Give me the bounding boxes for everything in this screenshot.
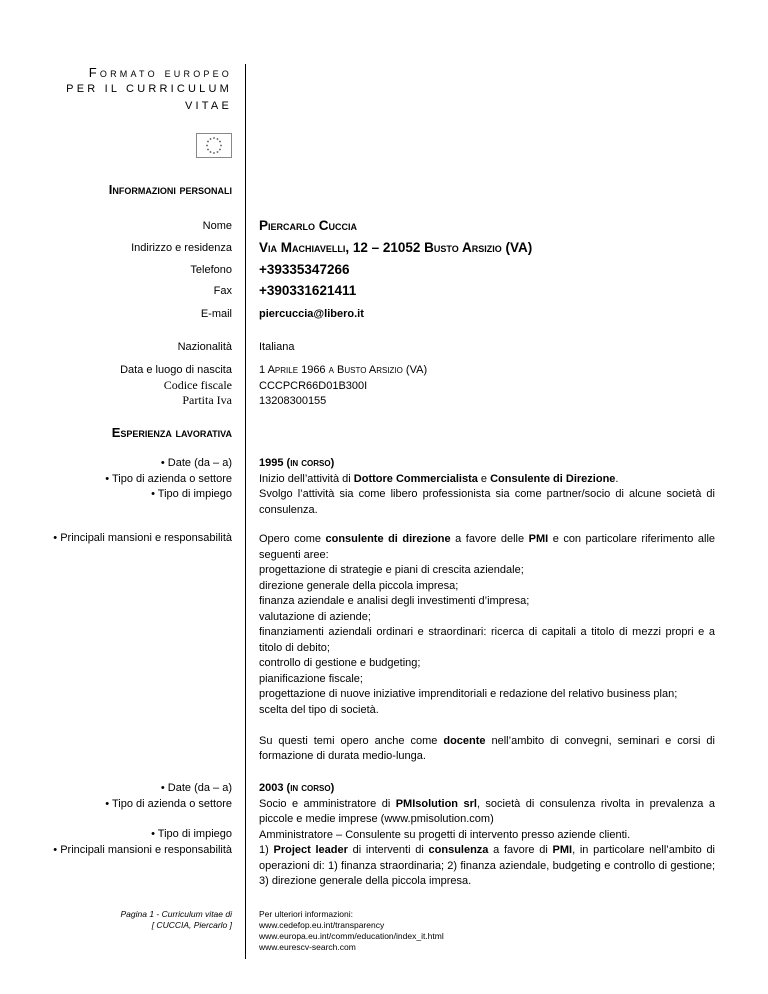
job1-dates — [259, 456, 715, 472]
text-bold: PMI — [552, 844, 573, 856]
footer-link[interactable]: www.eurescv-search.com — [259, 942, 356, 952]
address-label: Indirizzo e residenza — [131, 242, 232, 254]
text-bold: consulenza — [428, 844, 489, 856]
footer-link[interactable]: www.cedefop.eu.int/transparency — [259, 920, 385, 930]
list-item: valutazione di aziende; — [259, 610, 371, 623]
list-item: scelta del tipo di società. — [259, 703, 379, 716]
name-label: Nome — [202, 220, 232, 232]
vertical-divider — [245, 64, 246, 959]
vat-value: 13208300155 — [259, 395, 327, 407]
nationality-label: Nazionalità — [177, 341, 232, 353]
job2-company — [259, 797, 715, 828]
text: 1) — [259, 844, 274, 856]
email-value: piercuccia@libero.it — [259, 308, 364, 320]
text-bold: Consulente di Direzione — [490, 472, 616, 485]
job2-dates — [259, 781, 715, 797]
list-item: controllo di gestione e budgeting; — [259, 657, 421, 669]
text: Opero come — [259, 533, 326, 545]
section-title: Esperienza lavorativa — [111, 425, 232, 440]
eu-flag-icon — [196, 133, 232, 158]
job2-labels-2 — [53, 827, 232, 858]
footer-left-line: Pagina 1 - Curriculum vitae di — [120, 909, 232, 919]
list-item: pianificazione fiscale; — [259, 672, 363, 685]
text: Socio e amministratore di — [259, 797, 396, 810]
job1-position: Svolgo l’attività sia come libero professionista sia come partner/socio di alcune società di consulenza. — [259, 488, 715, 516]
job2-content — [259, 781, 715, 890]
text-bold: Dottore Commercialista — [353, 472, 478, 485]
footer-info-text: Per ulteriori informazioni: — [259, 909, 354, 919]
text: e — [477, 472, 491, 485]
job1-teaching — [259, 734, 715, 765]
birth-label: Data e luogo di nascita — [120, 364, 232, 376]
job1-status: (in corso) — [286, 457, 335, 469]
section-personal-info — [109, 182, 232, 197]
job1-duties-intro — [259, 532, 715, 563]
dates-label: • Date (da – a) — [160, 782, 232, 794]
title-line-1: Formato europeo — [88, 65, 232, 80]
text-bold: consulente di direzione — [325, 533, 451, 545]
position-label: • Tipo di impiego — [151, 488, 232, 500]
list-item: progettazione di strategie e piani di crescita aziendale; — [259, 564, 524, 576]
footer-left-line: [ CUCCIA, Piercarlo ] — [151, 920, 232, 930]
text: a favore di — [488, 844, 553, 856]
section-title: Informazioni personali — [108, 182, 232, 197]
text: , società di consulenza rivolta in prevalenza a piccole e medie imprese (www.pmisolution.com) — [259, 797, 715, 825]
text: Inizio dell’attività di — [259, 472, 354, 485]
birth-value: 1 Aprile 1966 a Busto Arsizio (VA) — [259, 364, 428, 376]
email-label: E-mail — [200, 308, 232, 320]
fax-label: Fax — [213, 285, 232, 297]
list-item: progettazione di nuove iniziative imprenditoriali e redazione del relativo business plan; — [259, 688, 678, 700]
job2-duties — [259, 843, 715, 890]
job2-position: Amministratore – Consulente su progetti di intervento presso aziende clienti. — [259, 828, 631, 841]
name-value: Piercarlo Cuccia — [259, 218, 358, 233]
vat-label: Partita Iva — [182, 393, 232, 407]
nationality-value: Italiana — [259, 341, 295, 353]
job2-year: 2003 — [259, 782, 284, 794]
job2-labels — [105, 781, 232, 812]
footer-page-info — [121, 909, 233, 931]
position-label: • Tipo di impiego — [151, 828, 232, 840]
job1-company — [259, 472, 715, 488]
footer-links — [259, 909, 444, 953]
company-label: • Tipo di azienda o settore — [105, 797, 232, 810]
title-line-2: PER IL CURRICULUM — [66, 83, 232, 95]
text: . — [615, 472, 619, 485]
duties-label: • Principali mansioni e responsabilità — [53, 843, 232, 856]
address-value: Via Machiavelli, 12 – 21052 Busto Arsizio (VA) — [259, 240, 533, 255]
footer-link[interactable]: www.europa.eu.int/comm/education/index_it.html — [259, 931, 444, 941]
text: Su questi temi opero anche come — [259, 734, 444, 747]
dates-label: • Date (da – a) — [160, 457, 232, 469]
phone-label: Telefono — [190, 264, 232, 276]
job2-status: (in corso) — [286, 782, 335, 794]
section-experience — [112, 425, 232, 440]
job1-areas-list — [259, 563, 715, 718]
fiscal-code-label: Codice fiscale — [163, 378, 232, 392]
text: e con particolare riferimento alle seguenti aree: — [259, 533, 716, 561]
document-title — [66, 64, 232, 115]
company-label: • Tipo di azienda o settore — [105, 472, 232, 485]
text-bold: docente — [443, 734, 486, 747]
text-bold: PMI — [528, 533, 549, 545]
text-bold: PMIsolution srl — [395, 797, 477, 810]
title-line-3: VITAE — [185, 100, 232, 112]
text-bold: Project leader — [273, 844, 348, 856]
job1-year: 1995 — [259, 457, 284, 469]
job1-content — [259, 456, 715, 518]
text: , in particolare nell’ambito di operazioni di: 1) finanza straordinaria; 2) finanza aziendale, budgeting e controllo di gestione; 3) direzione generale della piccola impresa. — [259, 844, 716, 887]
list-item: finanza aziendale e analisi degli investimenti d’impresa; — [259, 595, 530, 607]
text: di interventi di — [347, 844, 429, 856]
fiscal-code-value: CCCPCR66D01B300I — [259, 380, 368, 392]
phone-value: +39335347266 — [259, 262, 350, 277]
text: a favore delle — [450, 533, 529, 545]
list-item: finanziamenti aziendali ordinari e straordinari: ricerca di capitali a titolo di mezzi propri e a titolo di debito; — [259, 626, 715, 654]
duties-label: • Principali mansioni e responsabilità — [53, 532, 232, 544]
job1-labels — [105, 456, 232, 503]
text: nell’ambito di convegni, seminari e corsi di formazione di durata medio-lunga. — [259, 734, 715, 762]
job1-duties — [259, 532, 715, 765]
fax-value: +390331621411 — [259, 283, 357, 298]
list-item: direzione generale della piccola impresa; — [259, 579, 459, 592]
